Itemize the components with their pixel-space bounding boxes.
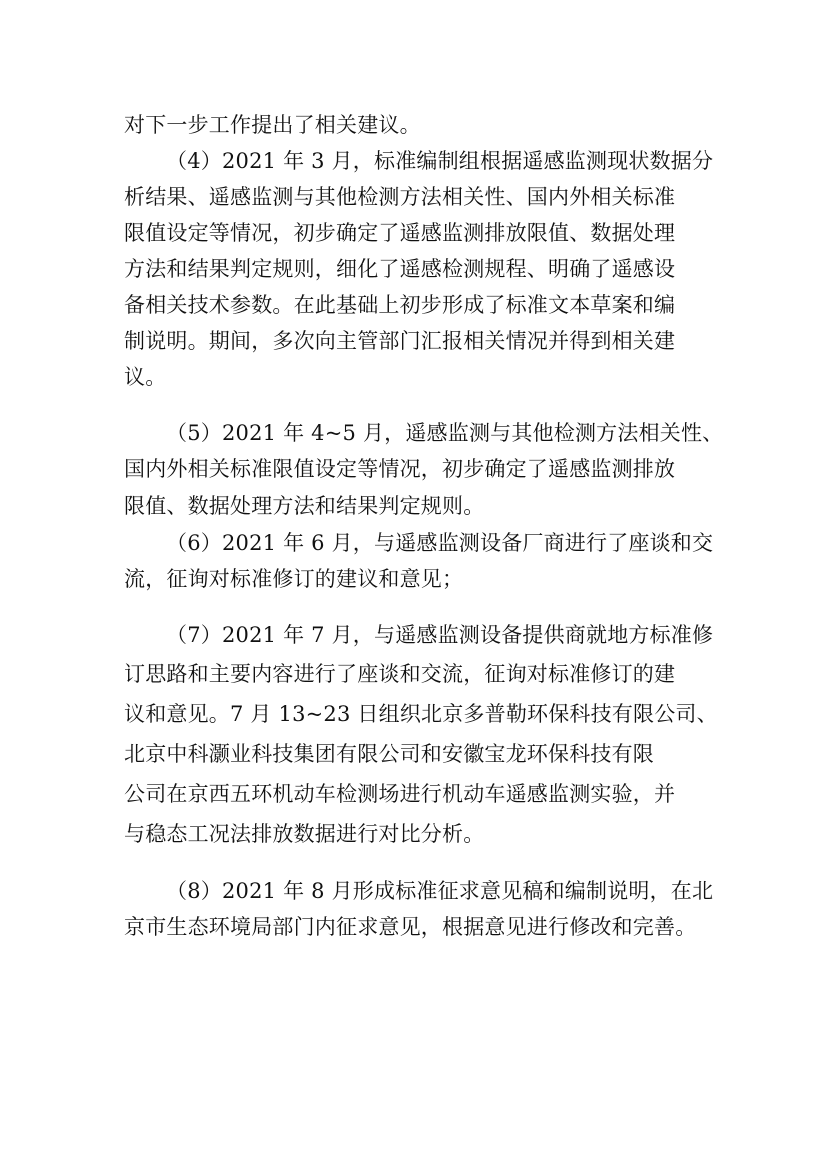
text-line-12: （6）2021 年 6 月，与遥感监测设备厂商进行了座谈和交 [166, 531, 714, 555]
text-line-7: 制说明。期间，多次向主管部门汇报相关情况并得到相关建 [124, 329, 676, 353]
text-line-8: 议。 [124, 365, 167, 389]
text-line-18: 公司在京西五环机动车检测场进行机动车遥感监测实验，并 [124, 782, 676, 806]
text-line-2: （4）2021 年 3 月，标准编制组根据遥感监测现状数据分 [166, 149, 714, 173]
text-line-20: （8）2021 年 8 月形成标准征求意见稿和编制说明，在北 [166, 879, 714, 903]
text-line-10: 国内外相关标准限值设定等情况，初步确定了遥感监测排放 [124, 457, 676, 481]
text-line-5: 方法和结果判定规则，细化了遥感检测规程、明确了遥感设 [124, 257, 676, 281]
text-line-15: 订思路和主要内容进行了座谈和交流，征询对标准修订的建 [124, 662, 676, 686]
text-line-14: （7）2021 年 7 月，与遥感监测设备提供商就地方标准修 [166, 623, 714, 647]
text-line-1: 对下一步工作提出了相关建议。 [124, 113, 421, 137]
text-line-21: 京市生态环境局部门内征求意见，根据意见进行修改和完善。 [124, 915, 697, 939]
text-line-4: 限值设定等情况，初步确定了遥感监测排放限值、数据处理 [124, 221, 676, 245]
text-line-9: （5）2021 年 4~5 月，遥感监测与其他检测方法相关性、 [166, 421, 724, 445]
text-line-13: 流，征询对标准修订的建议和意见； [124, 567, 464, 591]
text-line-16: 议和意见。7 月 13~23 日组织北京多普勒环保科技有限公司、 [124, 702, 718, 726]
text-line-3: 析结果、遥感监测与其他检测方法相关性、国内外相关标准 [124, 185, 676, 209]
text-line-11: 限值、数据处理方法和结果判定规则。 [124, 494, 485, 518]
text-line-17: 北京中科灏业科技集团有限公司和安徽宝龙环保科技有限 [124, 742, 654, 766]
text-line-6: 备相关技术参数。在此基础上初步形成了标准文本草案和编 [124, 293, 676, 317]
text-line-19: 与稳态工况法排放数据进行对比分析。 [124, 822, 485, 846]
